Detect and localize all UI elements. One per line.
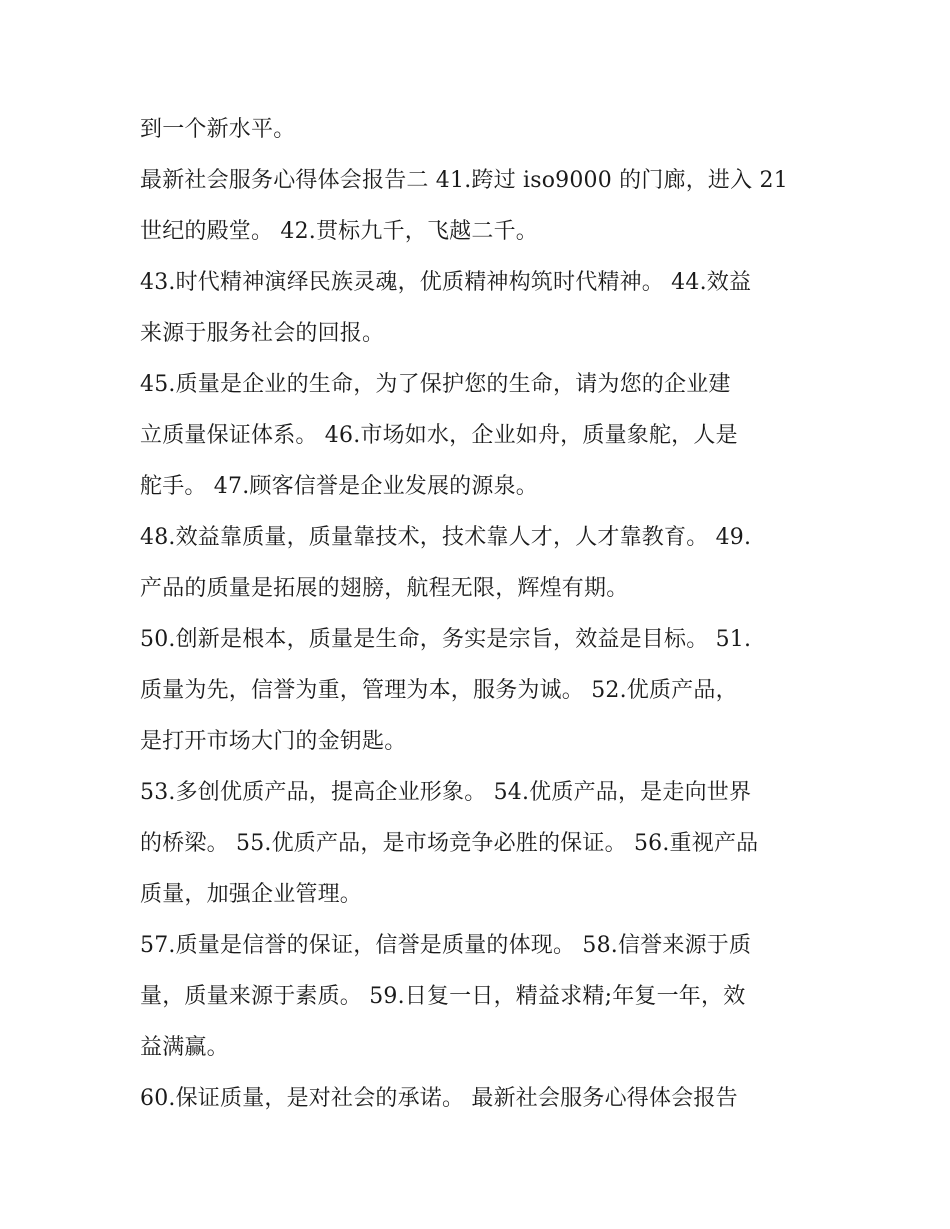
paragraph: [140, 512, 820, 614]
text-line: 最新社会服务心得体会报告二 41.跨过 iso9000 的门廊，进入 21: [140, 168, 788, 193]
document-body: [140, 104, 820, 1124]
text-line: 53.多创优质产品，提高企业形象。 54.优质产品，是走向世界: [140, 780, 752, 805]
paragraph: [140, 1073, 820, 1124]
text-line: 产品的质量是拓展的翅膀，航程无限，辉煌有期。: [140, 576, 629, 601]
text-line: 45.质量是企业的生命，为了保护您的生命，请为您的企业建: [140, 372, 731, 397]
text-line: 43.时代精神演绎民族灵魂，优质精神构筑时代精神。 44.效益: [140, 270, 752, 295]
text-line: 世纪的殿堂。 42.贯标九千，飞越二千。: [140, 219, 538, 244]
text-line: 质量，加强企业管理。: [140, 882, 363, 907]
paragraph: [140, 767, 820, 920]
text-line: 来源于服务社会的回报。: [140, 321, 385, 346]
text-line: 60.保证质量，是对社会的承诺。 最新社会服务心得体会报告: [140, 1086, 738, 1111]
text-line: 48.效益靠质量，质量靠技术，技术靠人才，人才靠教育。 49.: [140, 525, 752, 550]
text-line: 到一个新水平。: [140, 117, 296, 142]
text-line: 50.创新是根本，质量是生命，务实是宗旨，效益是目标。 51.: [140, 627, 752, 652]
text-line: 舵手。 47.顾客信誉是企业发展的源泉。: [140, 474, 538, 499]
text-line: 益满赢。: [140, 1035, 229, 1060]
text-line: 立质量保证体系。 46.市场如水，企业如舟，质量象舵，人是: [140, 423, 738, 448]
paragraph: [140, 614, 820, 767]
paragraph: [140, 104, 820, 155]
text-line: 57.质量是信誉的保证，信誉是质量的体现。 58.信誉来源于质: [140, 933, 752, 958]
paragraph: [140, 359, 820, 512]
text-line: 是打开市场大门的金钥匙。: [140, 729, 407, 754]
text-line: 的桥梁。 55.优质产品，是市场竞争必胜的保证。 56.重视产品: [140, 831, 759, 856]
text-line: 质量为先，信誉为重，管理为本，服务为诚。 52.优质产品，: [140, 678, 738, 703]
paragraph: [140, 257, 820, 359]
text-line: 量，质量来源于素质。 59.日复一日，精益求精;年复一年，效: [140, 984, 746, 1009]
paragraph: [140, 920, 820, 1073]
paragraph: [140, 155, 820, 257]
